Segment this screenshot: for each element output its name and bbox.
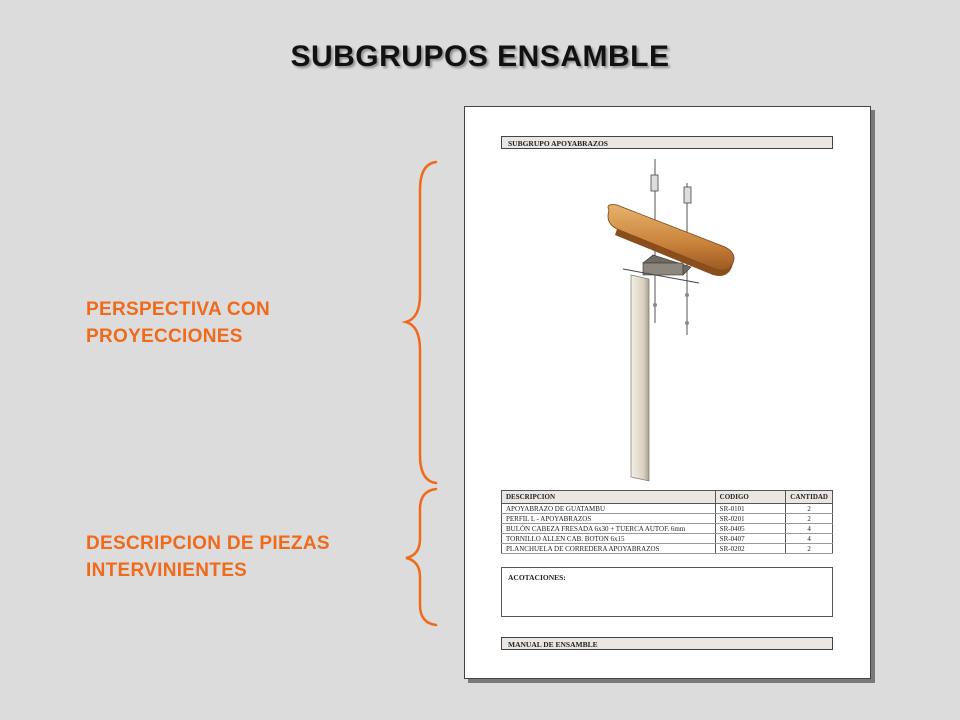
parts-table (501, 490, 833, 554)
cell-codigo: SR-0202 (715, 544, 786, 554)
cell-cantidad: 2 (786, 544, 833, 554)
cell-codigo: SR-0407 (715, 534, 786, 544)
cell-descripcion: TORNILLO ALLEN CAB. BOTON 6x15 (502, 534, 716, 544)
description-label-line1: DESCRIPCION DE PIEZAS (86, 533, 330, 554)
description-label-line2: INTERVINIENTES (86, 560, 248, 581)
col-cantidad: CANTIDAD (786, 491, 833, 504)
perspective-brace (400, 160, 440, 485)
cell-descripcion: APOYABRAZO DE GUATAMBU (502, 504, 716, 514)
assembly-sheet (464, 106, 871, 679)
cell-codigo: SR-0201 (715, 514, 786, 524)
perspective-label-line1: PERSPECTIVA CON (86, 299, 270, 320)
cell-descripcion: PERFIL L - APOYABRAZOS (502, 514, 716, 524)
parts-table-header (502, 491, 833, 504)
acotaciones-label: ACOTACIONES: (508, 573, 566, 582)
slide-title: SUBGRUPOS ENSAMBLE (290, 40, 670, 73)
cell-cantidad: 2 (786, 514, 833, 524)
sheet-footer: MANUAL DE ENSAMBLE (501, 637, 833, 650)
description-brace (400, 487, 440, 627)
cell-descripcion: PLANCHUELA DE CORREDERA APOYABRAZOS (502, 544, 716, 554)
sheet-header: SUBGRUPO APOYABRAZOS (501, 136, 833, 149)
table-row (502, 504, 833, 514)
perspective-label (86, 296, 270, 350)
table-row (502, 544, 833, 554)
cell-codigo: SR-0101 (715, 504, 786, 514)
col-descripcion: DESCRIPCION (502, 491, 716, 504)
cell-cantidad: 2 (786, 504, 833, 514)
table-row (502, 534, 833, 544)
description-label (86, 530, 330, 584)
table-row (502, 514, 833, 524)
acotaciones-box (501, 567, 833, 617)
cell-cantidad: 4 (786, 534, 833, 544)
cell-descripcion: BULÓN CABEZA FRESADA 6x30 + TUERCA AUTOF. 6mm (502, 524, 716, 534)
col-codigo: CODIGO (715, 491, 786, 504)
cell-codigo: SR-0405 (715, 524, 786, 534)
perspective-label-line2: PROYECCIONES (86, 326, 243, 347)
table-row (502, 524, 833, 534)
cell-cantidad: 4 (786, 524, 833, 534)
armrest-assembly-drawing (595, 155, 745, 485)
